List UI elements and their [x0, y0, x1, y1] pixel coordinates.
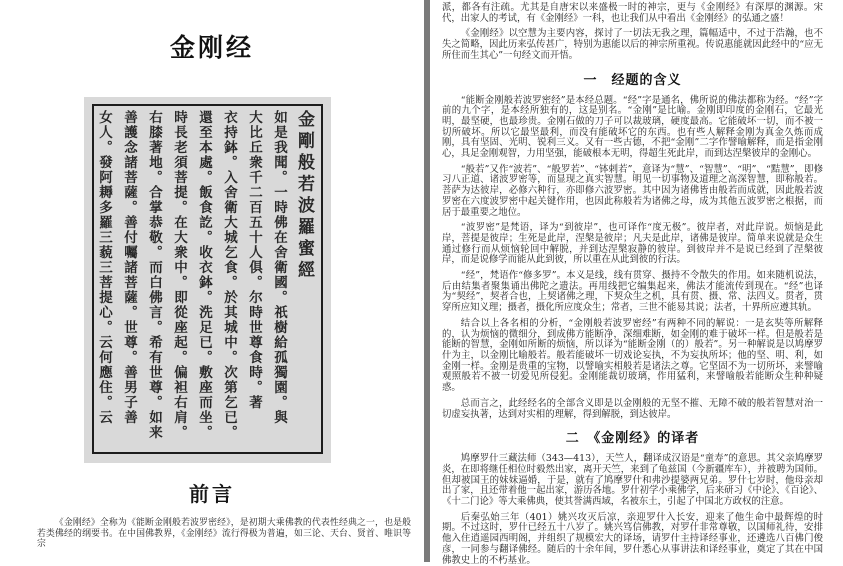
- section2-heading: 二 《金刚经》的译者: [565, 431, 700, 447]
- body-paragraph: 结合以上各名相的分析，“金刚般若波罗密经”有两种不同的解说：一是玄奘等所解释的，认为烦恼的微细分，到成佛方能断净，深细难断，如金刚的难于破坏一样。但是般若是能断的智慧，金刚如所断的烦恼，所以译为“能断金刚（的）般若”。另一种解说是以鸠摩罗什为主，以金刚比喻般若。般若能破坏一切戏论妄执，不为妄执所坏；他的坚、明、利，如金刚一样。金刚是贵重的宝物，以譬喻实相般若是诸法之尊。它坚固不为一切所坏，来譬喻观照般若不被一切爱见所侵犯。金刚能裁切玻璃，作用猛利，来譬喻般若能断众生种种疑惑。: [442, 317, 823, 394]
- section1-heading: 一 经题的含义: [583, 72, 682, 88]
- sutra-scan-image: [84, 97, 331, 463]
- body-paragraph: 鸠摩罗什三藏法师（343—413），天竺人，翻译成汉语是“童寿”的意思。其父亲鸠摩罗炎，在即将继任相位时毅然出家，离开天竺，来到了龟兹国（今新疆库车），并被聘为国师。但却被国王的妹妹逼婚，于是，就有了鸠摩罗什和弗沙提婆两兄弟。罗什七岁时，他母亲却出了家，且还带着他一起出家，游历各地。罗什初学小乘佛学，后来研习《中论》、《百论》、《十二门论》等大乘佛典，使其誉满西域，名被东土，引起了中国北方政权的注意。: [442, 453, 823, 508]
- scan-column: 如是我聞。一時佛在舍衛國。祇樹給孤獨園。與: [271, 110, 287, 425]
- scan-frame-border: [92, 104, 323, 454]
- left-page: [0, 0, 424, 562]
- scan-column: 金剛般若波羅蜜經: [294, 110, 314, 282]
- body-paragraph: 《金刚经》以空慧为主要内容，探讨了一切法无我之理，篇幅适中，不过于浩瀚，也不失之简略，因此历来弘传甚广，特别为惠能以后的神宗所重视。传说惠能就因此经中的“应无所住而生其心”一句经文而开悟。: [442, 28, 823, 61]
- body-paragraph: 总而言之，此经经名的全部含义即是以金刚般的无坚不摧、无障不破的般若智慧对治一切虚妄执著，达到对实相的理解，得到解脱，到达彼岸。: [442, 397, 823, 420]
- body-paragraph: “能断金刚般若波罗密经”是本经总题。“经”字是通名，佛所说的佛法都称为经。“经”字前的九个字，是本经所独有的，这是别名。“金刚”是比喻。金刚即印度的金刚石，它最光明，最坚硬，也最珍贵。金刚石做的刀子可以裁玻璃，硬度最高。它能破坏一切，而不被一切所破坏。所以它最坚最利，而没有能破坏它的东西。也有些人解释金刚为真金久炼而成刚，具有坚固、光明、锐利三义。又有一些古德，不把“金刚”二字作譬喻解释，而是指金刚心，具足金刚观智，力用坚强，能破根本无明，得超生死此岸，而到达涅槃彼岸的金刚心。: [442, 94, 823, 160]
- scan-column: 還至本處。飯食訖。收衣鉢。洗足已。敷座而坐。: [196, 110, 212, 440]
- scan-column: 衣持鉢。入舍衛大城乞食。於其城中。次第乞已。: [221, 110, 237, 440]
- scan-column: 善護念諸菩薩。善付囑諸菩薩。世尊。善男子善: [121, 110, 137, 425]
- preface-heading: 前言: [189, 482, 235, 506]
- preface-paragraph: 《金刚经》全称为《能断金刚般若波罗密经》，是初期大乘佛教的代表性经典之一，也是般若类佛经的纲要书。在中国佛教界，《金刚经》流行得极为普遍，如三论、天台、贤首、唯识等宗: [37, 518, 411, 550]
- scan-vertical-text: [96, 110, 316, 448]
- body-paragraph: 后秦弘始三年（401）姚兴攻灭后凉，亲迎罗什入长安，迎来了他生命中最辉煌的时期。不过这时，罗什已经五十八岁了。姚兴笃信佛教，对罗什非常尊敬，以国师礼待，安排他入住逍遥园西明阁，并组织了规模宏大的译场，请罗什主持译经事业，还遴选八百佛门俊彦，一同参与翻译佛经。随后的十余年间，罗什悉心从事讲法和译经事业，奠定了其在中国佛教史上的不朽基业。: [442, 511, 823, 566]
- book-title: 金刚经: [169, 33, 254, 62]
- scan-column: 大比丘衆千二百五十人俱。尔時世尊食時。著: [246, 110, 262, 410]
- body-paragraph: 派，都各有注疏。尤其是自唐宋以来盛极一时的神宗，更与《金刚经》有深厚的渊源。宋代，出家人的考试，有《金刚经》一科，也让我们从中看出《金刚经》的弘通之盛！: [442, 2, 823, 24]
- scan-column: 女人。發阿耨多羅三藐三菩提心。云何應住。云: [96, 110, 112, 425]
- scan-column: 右膝著地。合掌恭敬。而白佛言。希有世尊。如来: [146, 110, 162, 440]
- right-page: [430, 0, 843, 566]
- body-paragraph: “经”，梵语作“修多罗”。本义是线，线有贯穿、摄持不令散失的作用。如来随机说法，后由结集者聚集诵出佛陀之遗法。再用线把它编集起来，佛法才能流传到现在。“经”也译为“契经”，契者合也，上契诸佛之理，下契众生之机，具有贯、摄、常、法四义。贯者，贯穿所应知义理；摄者，摄化所应度众生；常者，三世不能易其说；法者，十界所应遵其轨。: [442, 270, 823, 314]
- body-paragraph: “般若”又作“波若”、“般罗若”、“钵剌若”，意译为“慧”、“智慧”、“明”、“黠慧”，即修习八正道、诸波罗密等，而显现之真实智慧。明见一切事物及道理之高深智慧，即称般若。菩萨为达彼岸，必修六种行，亦即修六波罗密。其中因为诸佛皆由般若而成就，因此般若波罗密在六度波罗密中起关键作用，也因此称般若为诸佛之母，成为其他五波罗密之根据，而居于最重要之地位。: [442, 163, 823, 218]
- scan-column: 時長老須菩提。在大衆中。即從座起。偏袒右肩。: [171, 110, 187, 440]
- body-paragraph: “波罗密”是梵语，译为“到彼岸”，也可译作“度无极”。彼岸者，对此岸说。烦恼是此岸，菩提是彼岸；生死是此岸，涅槃是彼岸；凡夫是此岸，诸佛是彼岸。简单来说就是众生通过修行而从烦恼轮回中解脱，并到达涅槃寂静的彼岸。到彼岸并不是说已经到了涅槃彼岸，而是说修学而能从此到彼，所以重在从此到彼的行法。: [442, 222, 823, 266]
